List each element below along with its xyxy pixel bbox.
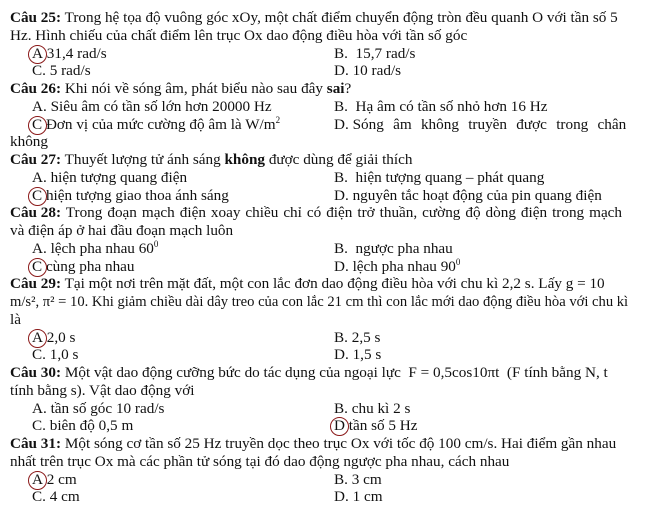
question-stem: Khi nói về sóng âm, phát biểu nào sau đây [61,80,327,97]
option-c[interactable]: C Đơn vị của mức cường độ âm là $W/m^2$ [32,114,281,133]
emphasis-word: sai [326,80,345,97]
answer-circle-mark: C [32,186,43,204]
question-stem: Hz. Hình chiếu của chất điểm lên trục Ox dao động điều hòa với tần số góc [10,26,468,44]
answer-circle-mark: D [334,417,345,435]
option-c[interactable]: C hiện tượng giao thoa ánh sáng [32,186,229,204]
question-stem: Tại một nơi trên mặt đất, một con lắc đơn dao động điều hòa với chu kì 2,2 s. Lấy g = 10 [61,275,605,293]
option-b[interactable]: B. hiện tượng quang – phát quang [334,168,545,186]
question-label: Câu 30: [10,364,62,381]
option-d[interactable]: D. nguyên tắc hoạt động của pin quang điện [334,186,602,204]
option-c[interactable]: C cùng pha nhau [32,257,135,275]
question-27: Câu 27: Thuyết lượng tử ánh sáng không được dùng để giải thích A. hiện tượng quang điện B. hiện tượng quang – phát quang C hiện tượng giao thoa ánh sáng D. nguyên tắc hoạt động của pin quang điện [10,151,602,204]
question-stem: tính bằng s). Vật dao động với [10,381,195,399]
option-a[interactable]: A 31,4 rad/s [32,44,107,62]
option-a[interactable]: A. tần số góc 10 rad/s [32,399,165,417]
question-stem: nhất trên trục Ox mà các phần tử sóng tại đó dao động ngược pha nhau, cách nhau [10,452,510,470]
answer-circle-mark: A [32,44,43,62]
option-b[interactable]: B. 2,5 s [334,328,381,346]
option-b[interactable]: B. 15,7 rad/s [334,44,416,62]
option-a[interactable]: A. Siêu âm có tần số lớn hơn 20000 Hz [32,97,272,115]
option-d[interactable]: D. lệch pha nhau $90^0$ [334,256,461,275]
answer-circle-mark: C [32,115,43,133]
question-28 [10,204,655,275]
question-stem: Một sóng cơ tần số 25 Hz truyền dọc theo trục Ox với tốc độ 100 cm/s. Hai điểm gần nhau [61,435,617,452]
option-d[interactable]: D. 1 cm [334,488,383,506]
option-d[interactable]: D. 10 rad/s [334,62,402,80]
answer-circle-mark: A [32,470,43,488]
question-label: Câu 25: [10,9,62,26]
question-stem: và điện áp ở hai đầu đoạn mạch luôn [10,222,234,239]
answer-circle-mark: A [32,328,43,346]
option-d-wrap: không [10,133,48,151]
question-label: Câu 31: [10,435,62,452]
option-b[interactable]: B. 3 cm [334,470,382,488]
question-30 [10,364,655,435]
answer-circle-mark: C [32,257,43,275]
question-label: Câu 28: [10,204,62,222]
option-b[interactable]: B. ngược pha nhau [334,239,453,257]
option-c[interactable]: C. 5 rad/s [32,62,91,80]
question-31 [10,435,655,506]
question-stem: Thuyết lượng tử ánh sáng [61,151,225,168]
question-label: Câu 26: [10,80,62,97]
option-c[interactable]: C. biên độ 0,5 m [32,417,134,435]
option-a[interactable]: A. hiện tượng quang điện [32,168,188,186]
emphasis-word: không [224,151,266,168]
option-d[interactable]: D tần số 5 Hz [334,417,418,435]
option-d[interactable]: D. Sóng âm không truyền được trong chân [334,115,627,133]
question-label: Câu 29: [10,275,62,293]
exam-page [10,9,655,506]
question-stem: Trong đoạn mạch điện xoay chiều chỉ có điện trở thuần, cường độ dòng điện trong mạch [61,204,623,222]
option-c[interactable]: C. 4 cm [32,488,80,506]
question-stem: là [10,310,21,328]
question-29 [10,275,655,364]
option-b[interactable]: B. Hạ âm có tần số nhỏ hơn 16 Hz [334,97,548,115]
option-a[interactable]: A. lệch pha nhau $60^0$ [32,238,159,257]
option-a[interactable]: A 2,0 s [32,328,76,346]
question-label: Câu 27: [10,151,62,168]
question-25 [10,9,655,80]
option-c[interactable]: C. 1,0 s [32,346,79,364]
question-stem: Một vật dao động cưỡng bức do tác dụng của ngoại lực F = 0,5cos10πt (F tính bằng N, t [61,364,608,381]
question-26: Câu 26: Khi nói về sóng âm, phát biểu nào sau đây sai? A. Siêu âm có tần số lớn hơn 20000 Hz B. Hạ âm có tần số nhỏ hơn 16 Hz C Đơn vị của mức cường độ âm là $W/m^2$ D. Sóng âm không truyền được trong chân không [10,80,655,151]
option-a[interactable]: A 2 cm [32,470,77,488]
option-d[interactable]: D. 1,5 s [334,346,382,364]
question-stem: m/s², π² = 10. Khi giảm chiều dài dây treo của con lắc 21 cm thì con lắc mới dao động điều hòa với chu kì [10,294,629,310]
option-b[interactable]: B. chu kì 2 s [334,399,411,417]
question-stem: Trong hệ tọa độ vuông góc xOy, một chất điểm chuyển động tròn đều quanh O với tần số 5 [61,9,618,26]
